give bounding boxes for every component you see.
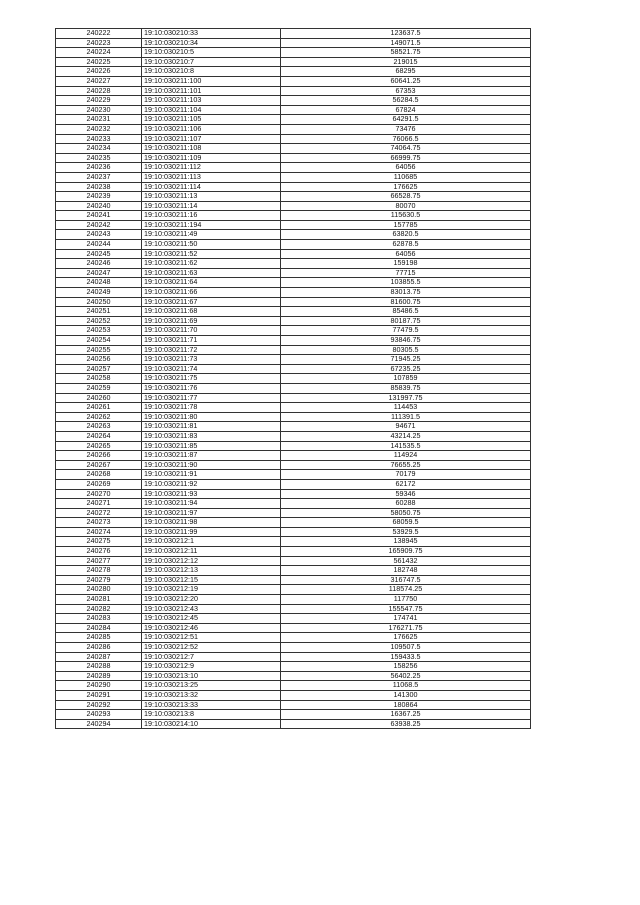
cadastral-number-cell: 19:10:030213:33 [142,700,281,710]
cadastral-number-cell: 19:10:030211:97 [142,508,281,518]
table-row [56,76,531,86]
row-number-cell: 240275 [56,537,142,547]
row-number-cell: 240229 [56,96,142,106]
row-number-cell: 240235 [56,153,142,163]
table-row [56,192,531,202]
table-row [56,681,531,691]
table-row [56,393,531,403]
row-number-cell: 240255 [56,345,142,355]
table-row [56,671,531,681]
cadastral-number-cell: 19:10:030211:114 [142,182,281,192]
row-number-cell: 240226 [56,67,142,77]
cadastral-value-cell: 141535.5 [281,441,531,451]
cadastral-value-cell: 68059.5 [281,518,531,528]
cadastral-value-cell: 159198 [281,259,531,269]
row-number-cell: 240282 [56,604,142,614]
table-row [56,182,531,192]
cadastral-number-cell: 19:10:030211:103 [142,96,281,106]
cadastral-number-cell: 19:10:030211:71 [142,336,281,346]
row-number-cell: 240222 [56,29,142,39]
row-number-cell: 240225 [56,57,142,67]
table-row [56,288,531,298]
cadastral-number-cell: 19:10:030211:74 [142,364,281,374]
table-row [56,249,531,259]
cadastral-value-cell: 81600.75 [281,297,531,307]
cadastral-value-cell: 70179 [281,470,531,480]
table-row [56,556,531,566]
cadastral-value-cell: 80187.75 [281,316,531,326]
row-number-cell: 240281 [56,595,142,605]
cadastral-number-cell: 19:10:030211:91 [142,470,281,480]
cadastral-value-cell: 176271.75 [281,623,531,633]
table-row [56,96,531,106]
cadastral-value-cell: 561432 [281,556,531,566]
row-number-cell: 240267 [56,460,142,470]
cadastral-value-cell: 85486.5 [281,307,531,317]
cadastral-number-cell: 19:10:030211:49 [142,230,281,240]
table-row [56,431,531,441]
cadastral-number-cell: 19:10:030211:109 [142,153,281,163]
row-number-cell: 240245 [56,249,142,259]
table-row [56,403,531,413]
cadastral-value-cell: 158256 [281,662,531,672]
table-row [56,441,531,451]
cadastral-value-cell: 16367.25 [281,710,531,720]
cadastral-number-cell: 19:10:030211:62 [142,259,281,269]
cadastral-number-cell: 19:10:030213:32 [142,690,281,700]
table-row [56,652,531,662]
cadastral-number-cell: 19:10:030211:100 [142,76,281,86]
cadastral-number-cell: 19:10:030214:10 [142,719,281,729]
cadastral-number-cell: 19:10:030211:87 [142,451,281,461]
cadastral-value-cell: 64056 [281,249,531,259]
cadastral-number-cell: 19:10:030211:99 [142,527,281,537]
row-number-cell: 240228 [56,86,142,96]
cadastral-number-cell: 19:10:030211:105 [142,115,281,125]
row-number-cell: 240231 [56,115,142,125]
cadastral-value-cell: 149071.5 [281,38,531,48]
table-row [56,479,531,489]
cadastral-number-cell: 19:10:030211:76 [142,383,281,393]
cadastral-value-cell: 76066.5 [281,134,531,144]
cadastral-value-cell: 118574.25 [281,585,531,595]
row-number-cell: 240250 [56,297,142,307]
cadastral-value-cell: 182748 [281,566,531,576]
cadastral-number-cell: 19:10:030211:90 [142,460,281,470]
cadastral-number-cell: 19:10:030211:92 [142,479,281,489]
cadastral-number-cell: 19:10:030212:1 [142,537,281,547]
cadastral-value-cell: 157785 [281,220,531,230]
table-row [56,259,531,269]
cadastral-value-cell: 62172 [281,479,531,489]
row-number-cell: 240279 [56,575,142,585]
table-row [56,719,531,729]
table-row [56,134,531,144]
cadastral-number-cell: 19:10:030211:16 [142,211,281,221]
cadastral-number-cell: 19:10:030211:194 [142,220,281,230]
cadastral-value-cell: 53929.5 [281,527,531,537]
table-row [56,278,531,288]
cadastral-value-cell: 165909.75 [281,547,531,557]
cadastral-value-cell: 60641.25 [281,76,531,86]
table-row [56,499,531,509]
table-row [56,163,531,173]
cadastral-value-cell: 60288 [281,499,531,509]
cadastral-value-cell: 80305.5 [281,345,531,355]
table-row [56,268,531,278]
row-number-cell: 240237 [56,172,142,182]
cadastral-number-cell: 19:10:030212:20 [142,595,281,605]
row-number-cell: 240262 [56,412,142,422]
cadastral-value-cell: 180864 [281,700,531,710]
cadastral-value-cell: 114924 [281,451,531,461]
cadastral-value-cell: 74064.75 [281,144,531,154]
cadastral-number-cell: 19:10:030211:98 [142,518,281,528]
cadastral-number-cell: 19:10:030213:10 [142,671,281,681]
cadastral-number-cell: 19:10:030211:73 [142,355,281,365]
cadastral-value-cell: 159433.5 [281,652,531,662]
cadastral-value-cell: 110685 [281,172,531,182]
row-number-cell: 240272 [56,508,142,518]
cadastral-value-cell: 59346 [281,489,531,499]
cadastral-number-cell: 19:10:030212:13 [142,566,281,576]
cadastral-value-cell: 56402.25 [281,671,531,681]
cadastral-number-cell: 19:10:030211:78 [142,403,281,413]
table-row [56,710,531,720]
cadastral-number-cell: 19:10:030210:34 [142,38,281,48]
cadastral-value-cell: 93846.75 [281,336,531,346]
row-number-cell: 240248 [56,278,142,288]
row-number-cell: 240291 [56,690,142,700]
table-row [56,153,531,163]
cadastral-number-cell: 19:10:030211:69 [142,316,281,326]
cadastral-number-cell: 19:10:030213:8 [142,710,281,720]
cadastral-number-cell: 19:10:030211:64 [142,278,281,288]
table-row [56,38,531,48]
row-number-cell: 240270 [56,489,142,499]
cadastral-number-cell: 19:10:030212:15 [142,575,281,585]
table-row [56,422,531,432]
cadastral-value-cell: 107859 [281,374,531,384]
row-number-cell: 240260 [56,393,142,403]
cadastral-number-cell: 19:10:030211:70 [142,326,281,336]
row-number-cell: 240287 [56,652,142,662]
table-row [56,537,531,547]
cadastral-number-cell: 19:10:030211:107 [142,134,281,144]
table-row [56,633,531,643]
cadastral-number-cell: 19:10:030211:50 [142,240,281,250]
cadastral-number-cell: 19:10:030211:104 [142,105,281,115]
cadastral-number-cell: 19:10:030211:13 [142,192,281,202]
table-row [56,355,531,365]
row-number-cell: 240230 [56,105,142,115]
table-row [56,547,531,557]
table-row [56,86,531,96]
cadastral-value-cell: 56284.5 [281,96,531,106]
cadastral-number-cell: 19:10:030210:5 [142,48,281,58]
cadastral-value-cell: 43214.25 [281,431,531,441]
cadastral-number-cell: 19:10:030211:81 [142,422,281,432]
table-row [56,662,531,672]
row-number-cell: 240277 [56,556,142,566]
row-number-cell: 240252 [56,316,142,326]
cadastral-number-cell: 19:10:030211:108 [142,144,281,154]
table-row [56,316,531,326]
cadastral-value-cell: 67824 [281,105,531,115]
row-number-cell: 240292 [56,700,142,710]
cadastral-value-cell: 94671 [281,422,531,432]
row-number-cell: 240288 [56,662,142,672]
row-number-cell: 240246 [56,259,142,269]
cadastral-number-cell: 19:10:030212:11 [142,547,281,557]
row-number-cell: 240265 [56,441,142,451]
cadastral-value-cell: 77715 [281,268,531,278]
cadastral-number-cell: 19:10:030212:43 [142,604,281,614]
row-number-cell: 240276 [56,547,142,557]
row-number-cell: 240243 [56,230,142,240]
table-row [56,201,531,211]
row-number-cell: 240285 [56,633,142,643]
cadastral-value-cell: 67235.25 [281,364,531,374]
cadastral-number-cell: 19:10:030211:85 [142,441,281,451]
table-row [56,364,531,374]
cadastral-number-cell: 19:10:030211:14 [142,201,281,211]
cadastral-number-cell: 19:10:030211:106 [142,124,281,134]
row-number-cell: 240238 [56,182,142,192]
cadastral-value-cell: 138945 [281,537,531,547]
cadastral-value-cell: 63938.25 [281,719,531,729]
cadastral-value-cell: 64291.5 [281,115,531,125]
cadastral-value-table [55,28,531,729]
table-row [56,614,531,624]
cadastral-number-cell: 19:10:030211:80 [142,412,281,422]
row-number-cell: 240251 [56,307,142,317]
table-row [56,460,531,470]
cadastral-value-cell: 67353 [281,86,531,96]
table-row [56,172,531,182]
row-number-cell: 240293 [56,710,142,720]
row-number-cell: 240269 [56,479,142,489]
cadastral-number-cell: 19:10:030211:94 [142,499,281,509]
cadastral-value-cell: 111391.5 [281,412,531,422]
row-number-cell: 240274 [56,527,142,537]
table-row [56,690,531,700]
cadastral-value-cell: 176625 [281,182,531,192]
table-row [56,124,531,134]
cadastral-value-cell: 58521.75 [281,48,531,58]
table-body [56,29,531,729]
row-number-cell: 240271 [56,499,142,509]
row-number-cell: 240259 [56,383,142,393]
row-number-cell: 240244 [56,240,142,250]
cadastral-number-cell: 19:10:030211:77 [142,393,281,403]
row-number-cell: 240257 [56,364,142,374]
cadastral-value-cell: 66528.75 [281,192,531,202]
cadastral-number-cell: 19:10:030212:45 [142,614,281,624]
cadastral-number-cell: 19:10:030211:113 [142,172,281,182]
table-row [56,623,531,633]
cadastral-value-cell: 174741 [281,614,531,624]
cadastral-number-cell: 19:10:030212:52 [142,643,281,653]
table-row [56,240,531,250]
row-number-cell: 240224 [56,48,142,58]
table-row [56,700,531,710]
cadastral-value-cell: 73476 [281,124,531,134]
cadastral-value-cell: 77479.5 [281,326,531,336]
table-row [56,451,531,461]
table-row [56,575,531,585]
table-row [56,220,531,230]
table-row [56,105,531,115]
cadastral-value-cell: 114453 [281,403,531,413]
table-row [56,211,531,221]
cadastral-number-cell: 19:10:030212:19 [142,585,281,595]
row-number-cell: 240286 [56,643,142,653]
row-number-cell: 240283 [56,614,142,624]
cadastral-value-cell: 76655.25 [281,460,531,470]
cadastral-value-cell: 63820.5 [281,230,531,240]
row-number-cell: 240261 [56,403,142,413]
row-number-cell: 240233 [56,134,142,144]
row-number-cell: 240256 [56,355,142,365]
table-row [56,489,531,499]
cadastral-value-cell: 83013.75 [281,288,531,298]
row-number-cell: 240263 [56,422,142,432]
row-number-cell: 240278 [56,566,142,576]
cadastral-value-cell: 80070 [281,201,531,211]
table-row [56,566,531,576]
cadastral-number-cell: 19:10:030211:66 [142,288,281,298]
row-number-cell: 240294 [56,719,142,729]
cadastral-number-cell: 19:10:030211:101 [142,86,281,96]
cadastral-value-cell: 103855.5 [281,278,531,288]
table-row [56,326,531,336]
cadastral-value-cell: 11068.5 [281,681,531,691]
table-row [56,307,531,317]
table-row [56,345,531,355]
cadastral-value-cell: 85839.75 [281,383,531,393]
row-number-cell: 240241 [56,211,142,221]
row-number-cell: 240240 [56,201,142,211]
cadastral-number-cell: 19:10:030212:7 [142,652,281,662]
cadastral-value-cell: 109507.5 [281,643,531,653]
cadastral-value-cell: 68295 [281,67,531,77]
cadastral-number-cell: 19:10:030211:72 [142,345,281,355]
row-number-cell: 240232 [56,124,142,134]
cadastral-number-cell: 19:10:030211:63 [142,268,281,278]
table-row [56,336,531,346]
table-row [56,527,531,537]
row-number-cell: 240234 [56,144,142,154]
cadastral-number-cell: 19:10:030212:9 [142,662,281,672]
cadastral-number-cell: 19:10:030211:93 [142,489,281,499]
row-number-cell: 240223 [56,38,142,48]
cadastral-number-cell: 19:10:030211:75 [142,374,281,384]
table-row [56,48,531,58]
row-number-cell: 240236 [56,163,142,173]
table-row [56,518,531,528]
table-row [56,470,531,480]
table-row [56,230,531,240]
row-number-cell: 240280 [56,585,142,595]
table-row [56,374,531,384]
cadastral-number-cell: 19:10:030211:68 [142,307,281,317]
cadastral-value-cell: 71945.25 [281,355,531,365]
row-number-cell: 240284 [56,623,142,633]
table-row [56,67,531,77]
table-row [56,57,531,67]
table-row [56,29,531,39]
cadastral-number-cell: 19:10:030212:51 [142,633,281,643]
row-number-cell: 240249 [56,288,142,298]
row-number-cell: 240258 [56,374,142,384]
row-number-cell: 240239 [56,192,142,202]
cadastral-value-cell: 115630.5 [281,211,531,221]
cadastral-number-cell: 19:10:030213:25 [142,681,281,691]
cadastral-value-cell: 58050.75 [281,508,531,518]
cadastral-value-cell: 117750 [281,595,531,605]
cadastral-value-cell: 62878.5 [281,240,531,250]
cadastral-number-cell: 19:10:030211:112 [142,163,281,173]
row-number-cell: 240273 [56,518,142,528]
cadastral-value-cell: 316747.5 [281,575,531,585]
cadastral-number-cell: 19:10:030210:7 [142,57,281,67]
table-row [56,144,531,154]
cadastral-value-cell: 219015 [281,57,531,67]
table-row [56,508,531,518]
row-number-cell: 240290 [56,681,142,691]
row-number-cell: 240266 [56,451,142,461]
row-number-cell: 240289 [56,671,142,681]
cadastral-value-cell: 141300 [281,690,531,700]
cadastral-number-cell: 19:10:030211:83 [142,431,281,441]
table-row [56,585,531,595]
table-row [56,297,531,307]
cadastral-value-cell: 64056 [281,163,531,173]
cadastral-number-cell: 19:10:030211:52 [142,249,281,259]
table-row [56,412,531,422]
cadastral-number-cell: 19:10:030212:46 [142,623,281,633]
table-row [56,604,531,614]
cadastral-number-cell: 19:10:030211:67 [142,297,281,307]
cadastral-number-cell: 19:10:030212:12 [142,556,281,566]
table-row [56,115,531,125]
cadastral-value-cell: 66999.75 [281,153,531,163]
row-number-cell: 240268 [56,470,142,480]
table-row [56,383,531,393]
cadastral-value-cell: 176625 [281,633,531,643]
row-number-cell: 240254 [56,336,142,346]
cadastral-number-cell: 19:10:030210:8 [142,67,281,77]
row-number-cell: 240242 [56,220,142,230]
table-row [56,643,531,653]
cadastral-value-cell: 155547.75 [281,604,531,614]
cadastral-number-cell: 19:10:030210:33 [142,29,281,39]
cadastral-value-cell: 131997.75 [281,393,531,403]
table-row [56,595,531,605]
row-number-cell: 240264 [56,431,142,441]
row-number-cell: 240253 [56,326,142,336]
cadastral-value-cell: 123637.5 [281,29,531,39]
row-number-cell: 240247 [56,268,142,278]
row-number-cell: 240227 [56,76,142,86]
